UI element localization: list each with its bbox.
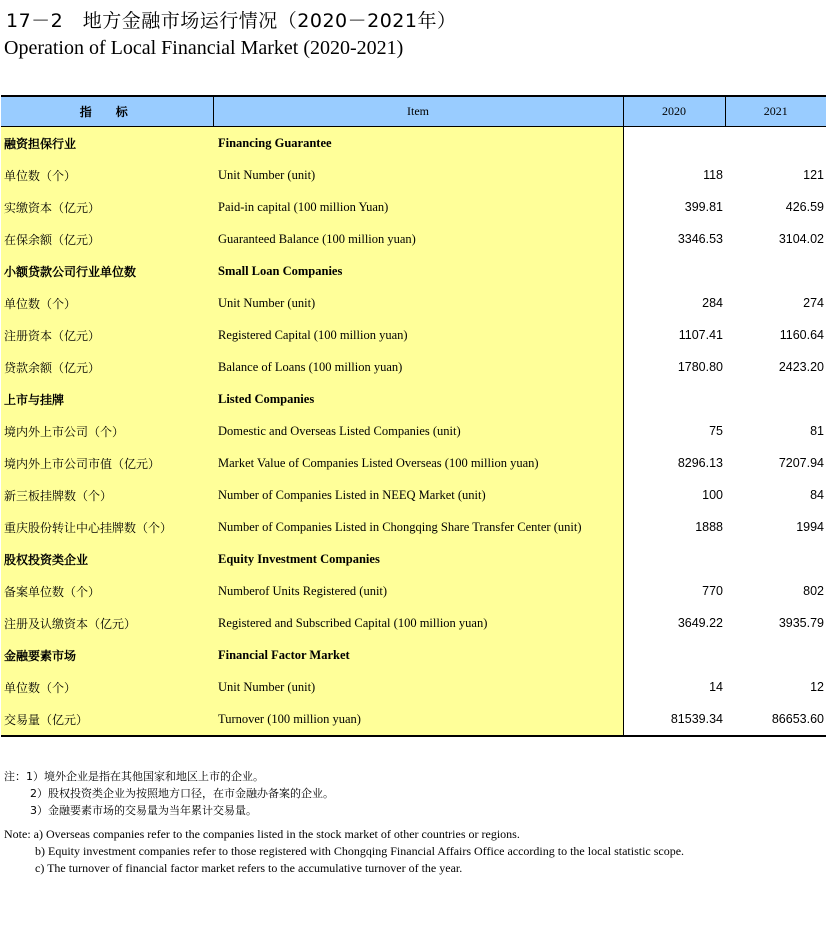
table-row [1, 159, 826, 191]
row-label-en: Listed Companies [213, 383, 623, 415]
header-year-2021: 2021 [725, 96, 826, 127]
header-indicator-cn: 指 标 [1, 96, 213, 127]
row-label-cn: 交易量（亿元） [1, 703, 213, 736]
table-section-row [1, 255, 826, 287]
row-value-2020 [623, 255, 725, 287]
table-row [1, 511, 826, 543]
table-row [1, 319, 826, 351]
row-value-2020: 1780.80 [623, 351, 725, 383]
row-label-cn: 单位数（个） [1, 287, 213, 319]
row-label-cn: 单位数（个） [1, 159, 213, 191]
row-value-2021: 1994 [796, 520, 824, 534]
row-label-en: Paid-in capital (100 million Yuan) [213, 191, 623, 223]
row-label-cn: 单位数（个） [1, 671, 213, 703]
table-row [1, 671, 826, 703]
row-value-2021: 86653.60 [725, 703, 826, 736]
table-row [1, 287, 826, 319]
page-title-cn: 17－2 地方金融市场运行情况（2020－2021年） [6, 10, 457, 32]
table-section-row [1, 383, 826, 415]
row-value-2020 [623, 383, 725, 415]
row-value-2020: 3346.53 [623, 223, 725, 255]
row-label-cn: 实缴资本（亿元） [1, 191, 213, 223]
row-value-2021 [725, 255, 826, 287]
header-item: Item [213, 96, 623, 127]
row-value-2020: 3649.22 [623, 607, 725, 639]
row-label-cn: 金融要素市场 [1, 639, 213, 671]
row-label-en: Market Value of Companies Listed Overseas (100 million yuan) [213, 447, 623, 479]
row-value-2021: 121 [803, 168, 824, 182]
row-label-cn: 注册及认缴资本（亿元） [1, 607, 213, 639]
row-label-en: Number of Companies Listed in Chongqing Share Transfer Center (unit) [213, 511, 623, 543]
page-title-en: Operation of Local Financial Market (2020-2021) [4, 37, 404, 59]
row-label-cn: 重庆股份转让中心挂牌数（个） [1, 511, 213, 543]
row-value-2020: 14 [623, 671, 725, 703]
row-label-en: Unit Number (unit) [213, 671, 623, 703]
notes-chinese [4, 768, 334, 819]
row-value-2021: 7207.94 [778, 456, 824, 470]
row-label-cn: 股权投资类企业 [1, 543, 213, 575]
row-value-2021: 3104.02 [778, 232, 824, 246]
row-label-cn: 境内外上市公司（个） [1, 415, 213, 447]
row-value-2021: 1160.64 [779, 328, 824, 342]
row-value-2020: 399.81 [623, 191, 725, 223]
row-value-2020: 100 [623, 479, 725, 511]
table-body [1, 127, 826, 737]
row-value-2021 [725, 127, 826, 160]
row-value-2021 [725, 639, 826, 671]
row-value-2021: 12 [810, 680, 824, 694]
row-value-2020: 81539.34 [623, 703, 725, 736]
row-value-2020: 118 [623, 159, 725, 191]
table-row [1, 575, 826, 607]
table-row [1, 479, 826, 511]
table-row [1, 415, 826, 447]
table-row [1, 223, 826, 255]
note-en-line: c) The turnover of financial factor market refers to the accumulative turnover of the year. [35, 861, 463, 875]
table-row [1, 447, 826, 479]
header-year-2020: 2020 [623, 96, 725, 127]
table-header-row [1, 96, 826, 127]
note-en-line: Note: a) Overseas companies refer to the companies listed in the stock market of other countries or regions. [4, 827, 520, 841]
row-value-2020: 284 [623, 287, 725, 319]
row-label-en: Registered Capital (100 million yuan) [213, 319, 623, 351]
table-row [1, 191, 826, 223]
row-value-2021: 274 [803, 296, 824, 310]
row-label-cn: 融资担保行业 [1, 127, 213, 160]
row-label-cn: 注册资本（亿元） [1, 319, 213, 351]
statistics-table [1, 95, 826, 737]
table-row [1, 703, 826, 736]
row-label-cn: 备案单位数（个） [1, 575, 213, 607]
row-label-en: Turnover (100 million yuan) [213, 703, 623, 736]
table-row [1, 351, 826, 383]
row-label-en: Domestic and Overseas Listed Companies (unit) [213, 415, 623, 447]
row-value-2020 [623, 639, 725, 671]
row-value-2020: 1107.41 [623, 319, 725, 351]
row-label-en: Unit Number (unit) [213, 159, 623, 191]
table-row [1, 607, 826, 639]
row-label-en: Equity Investment Companies [213, 543, 623, 575]
row-value-2020 [623, 543, 725, 575]
row-label-cn: 贷款余额（亿元） [1, 351, 213, 383]
row-label-en: Number of Companies Listed in NEEQ Market (unit) [213, 479, 623, 511]
note-cn-line: 注：1）境外企业是指在其他国家和地区上市的企业。 [4, 770, 264, 783]
row-value-2020: 75 [623, 415, 725, 447]
note-cn-line: 3）金融要素市场的交易量为当年累计交易量。 [30, 804, 257, 817]
row-label-en: Balance of Loans (100 million yuan) [213, 351, 623, 383]
row-value-2021: 2423.20 [778, 360, 824, 374]
row-value-2021 [725, 383, 826, 415]
row-label-en: Unit Number (unit) [213, 287, 623, 319]
row-value-2020: 770 [623, 575, 725, 607]
row-label-cn: 在保余额（亿元） [1, 223, 213, 255]
table-section-row [1, 639, 826, 671]
row-value-2020: 1888 [623, 511, 725, 543]
notes-english [4, 826, 684, 877]
row-value-2021: 802 [803, 584, 824, 598]
row-label-cn: 上市与挂牌 [1, 383, 213, 415]
row-value-2021 [725, 543, 826, 575]
table-section-row [1, 127, 826, 160]
row-label-en: Registered and Subscribed Capital (100 million yuan) [213, 607, 623, 639]
row-value-2021: 3935.79 [778, 616, 824, 630]
row-value-2021: 84 [810, 488, 824, 502]
row-value-2020 [623, 127, 725, 160]
row-label-cn: 小额贷款公司行业单位数 [1, 255, 213, 287]
row-label-cn: 新三板挂牌数（个） [1, 479, 213, 511]
row-value-2021: 426.59 [785, 200, 824, 214]
row-label-en: Numberof Units Registered (unit) [213, 575, 623, 607]
row-label-en: Guaranteed Balance (100 million yuan) [213, 223, 623, 255]
row-label-en: Financing Guarantee [213, 127, 623, 160]
row-label-en: Small Loan Companies [213, 255, 623, 287]
note-en-line: b) Equity investment companies refer to those registered with Chongqing Financial Affairs Office according to the local statistic scope. [35, 844, 685, 858]
row-label-en: Financial Factor Market [213, 639, 623, 671]
row-value-2021: 81 [810, 424, 824, 438]
row-value-2020: 8296.13 [623, 447, 725, 479]
note-cn-line: 2）股权投资类企业为按照地方口径，在市金融办备案的企业。 [30, 787, 334, 800]
row-label-cn: 境内外上市公司市值（亿元） [1, 447, 213, 479]
table-section-row [1, 543, 826, 575]
